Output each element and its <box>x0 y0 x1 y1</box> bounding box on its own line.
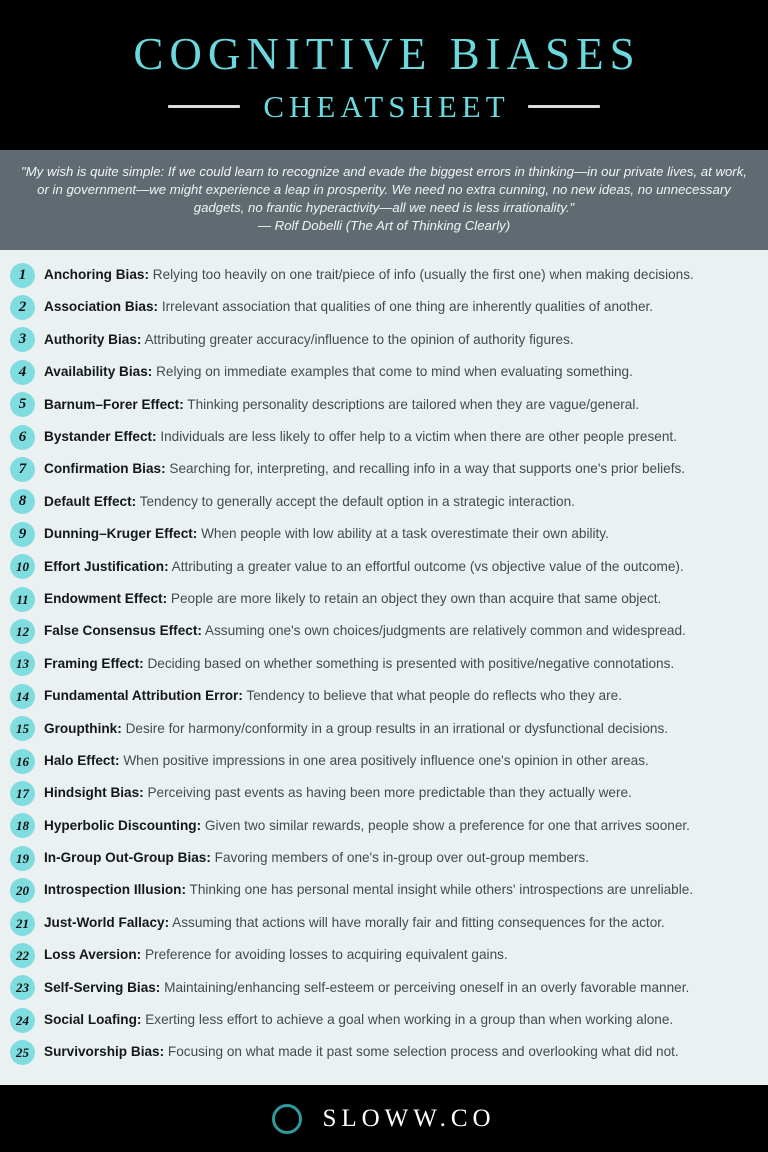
item-title: Authority Bias: <box>44 331 142 347</box>
item-description: Relying on immediate examples that come to mind when evaluating something. <box>156 364 633 380</box>
quote-band <box>0 150 768 250</box>
item-number-badge: 11 <box>10 587 35 612</box>
item-description: Thinking one has personal mental insight while others' introspections are unreliable. <box>189 882 694 898</box>
item-text <box>44 947 508 963</box>
quote-attribution: — Rolf Dobelli (The Art of Thinking Clearly) <box>257 218 511 234</box>
item-text <box>44 299 653 315</box>
item-text <box>44 332 574 348</box>
item-text <box>44 818 690 834</box>
list-item <box>10 615 760 647</box>
list-item <box>10 291 760 323</box>
page-title: COGNITIVE BIASES <box>133 29 641 79</box>
item-description: Preference for avoiding losses to acquiring equivalent gains. <box>144 947 508 963</box>
item-title: Default Effect: <box>44 493 137 509</box>
item-number-badge: 13 <box>10 651 35 676</box>
item-text <box>44 364 633 380</box>
list-item <box>10 712 760 744</box>
item-text <box>44 429 677 445</box>
list-item <box>10 648 760 680</box>
item-number-badge: 20 <box>10 878 35 903</box>
item-description: Irrelevant association that qualities of one thing are inherently qualities of another. <box>161 299 654 315</box>
list-item <box>10 583 760 615</box>
item-text <box>44 882 693 898</box>
item-title: Barnum–Forer Effect: <box>44 396 184 412</box>
list-item <box>10 939 760 971</box>
item-number-badge: 14 <box>10 684 35 709</box>
brand-name: SLOWW.CO <box>322 1105 496 1132</box>
item-title: Framing Effect: <box>44 655 144 671</box>
item-number-badge: 22 <box>10 943 35 968</box>
item-number-badge: 17 <box>10 781 35 806</box>
item-text <box>44 721 668 737</box>
item-number-badge: 15 <box>10 716 35 741</box>
list-item <box>10 259 760 291</box>
item-title: Survivorship Bias: <box>44 1044 165 1060</box>
item-title: Association Bias: <box>44 299 159 315</box>
item-title: Hindsight Bias: <box>44 785 144 801</box>
quote-text: "My wish is quite simple: If we could learn to recognize and evade the biggest errors in thinking—in our private lives, at work, or in government—we might experience a leap in prosperity. We need no extra cunning, no new ideas, no unnecessary gadgets, no frantic hyperactivity—all we need is less irrationality." <box>21 163 747 215</box>
item-text <box>44 494 575 510</box>
item-description: Attributing a greater value to an effortful outcome (vs objective value of the outcome). <box>171 558 684 574</box>
item-description: Given two similar rewards, people show a preference for one that arrives sooner. <box>204 817 690 833</box>
footer-banner <box>0 1085 768 1152</box>
list-item <box>10 745 760 777</box>
item-number-badge: 16 <box>10 749 35 774</box>
item-title: Introspection Illusion: <box>44 882 186 898</box>
bias-list <box>0 250 768 1085</box>
item-title: Halo Effect: <box>44 752 120 768</box>
circle-ring-icon <box>272 1104 302 1134</box>
item-description: Maintaining/enhancing self-esteem or perceiving oneself in an overly favorable manner. <box>164 979 690 995</box>
divider-rule-left <box>168 105 240 108</box>
item-description: Assuming one's own choices/judgments are relatively common and widespread. <box>204 623 686 639</box>
item-title: Confirmation Bias: <box>44 461 166 477</box>
item-title: Just-World Fallacy: <box>44 914 170 930</box>
item-number-badge: 1 <box>10 263 35 288</box>
item-title: Availability Bias: <box>44 364 153 380</box>
item-title: False Consensus Effect: <box>44 623 202 639</box>
item-text <box>44 785 632 801</box>
item-description: Searching for, interpreting, and recalling info in a way that supports one's prior beliefs. <box>169 461 686 477</box>
item-text <box>44 559 684 575</box>
list-item <box>10 874 760 906</box>
item-title: In-Group Out-Group Bias: <box>44 850 211 866</box>
list-item <box>10 453 760 485</box>
item-number-badge: 24 <box>10 1008 35 1033</box>
item-description: Focusing on what made it past some selection process and overlooking what did not. <box>167 1044 679 1060</box>
item-text <box>44 397 639 413</box>
item-description: Desire for harmony/conformity in a group results in an irrational or dysfunctional decisions. <box>125 720 669 736</box>
item-description: Exerting less effort to achieve a goal when working in a group than when working alone. <box>145 1012 674 1028</box>
item-number-badge: 6 <box>10 425 35 450</box>
item-number-badge: 5 <box>10 392 35 417</box>
item-text <box>44 1044 679 1060</box>
item-title: Effort Justification: <box>44 558 169 574</box>
list-item <box>10 842 760 874</box>
item-text <box>44 656 674 672</box>
item-description: Assuming that actions will have morally fair and fitting consequences for the actor. <box>172 914 665 930</box>
item-title: Self-Serving Bias: <box>44 979 161 995</box>
item-number-badge: 23 <box>10 975 35 1000</box>
item-number-badge: 2 <box>10 295 35 320</box>
item-title: Loss Aversion: <box>44 947 142 963</box>
list-item <box>10 421 760 453</box>
item-text <box>44 623 686 639</box>
list-item <box>10 356 760 388</box>
list-item <box>10 680 760 712</box>
item-description: Perceiving past events as having been more predictable than they actually were. <box>147 785 632 801</box>
item-number-badge: 25 <box>10 1040 35 1065</box>
item-description: Thinking personality descriptions are tailored when they are vague/general. <box>187 396 640 412</box>
item-title: Groupthink: <box>44 720 122 736</box>
item-text <box>44 915 665 931</box>
item-description: When positive impressions in one area positively influence one's opinion in other areas. <box>123 752 649 768</box>
item-title: Bystander Effect: <box>44 428 157 444</box>
list-item <box>10 777 760 809</box>
item-description: Deciding based on whether something is presented with positive/negative connotations. <box>147 655 675 671</box>
item-text <box>44 591 661 607</box>
item-number-badge: 3 <box>10 327 35 352</box>
item-number-badge: 8 <box>10 489 35 514</box>
item-number-badge: 21 <box>10 911 35 936</box>
item-number-badge: 7 <box>10 457 35 482</box>
item-text <box>44 850 589 866</box>
item-description: Tendency to believe that what people do reflects who they are. <box>246 688 622 704</box>
item-title: Anchoring Bias: <box>44 267 149 283</box>
item-description: When people with low ability at a task overestimate their own ability. <box>201 526 609 542</box>
item-text <box>44 267 694 283</box>
item-text <box>44 753 649 769</box>
list-item <box>10 972 760 1004</box>
subtitle-row <box>168 91 599 122</box>
item-title: Social Loafing: <box>44 1012 142 1028</box>
item-description: Favoring members of one's in-group over out-group members. <box>214 850 589 866</box>
item-title: Dunning–Kruger Effect: <box>44 526 198 542</box>
item-text <box>44 1012 673 1028</box>
item-number-badge: 12 <box>10 619 35 644</box>
item-title: Endowment Effect: <box>44 590 168 606</box>
list-item <box>10 389 760 421</box>
page-subtitle: CHEATSHEET <box>263 89 510 124</box>
list-item <box>10 810 760 842</box>
item-description: Individuals are less likely to offer help to a victim when there are other people present. <box>160 428 677 444</box>
item-description: Relying too heavily on one trait/piece of info (usually the first one) when making decisions. <box>152 267 694 283</box>
item-text <box>44 461 685 477</box>
item-description: Attributing greater accuracy/influence to the opinion of authority figures. <box>144 331 574 347</box>
item-text <box>44 526 609 542</box>
header-banner <box>0 0 768 150</box>
item-description: People are more likely to retain an object they own than acquire that same object. <box>170 590 662 606</box>
list-item <box>10 1004 760 1036</box>
item-number-badge: 4 <box>10 360 35 385</box>
item-number-badge: 18 <box>10 813 35 838</box>
item-number-badge: 19 <box>10 846 35 871</box>
list-item <box>10 551 760 583</box>
list-item <box>10 518 760 550</box>
item-title: Fundamental Attribution Error: <box>44 688 243 704</box>
item-text <box>44 688 622 704</box>
item-description: Tendency to generally accept the default option in a strategic interaction. <box>139 493 575 509</box>
divider-rule-right <box>528 105 600 108</box>
list-item <box>10 1036 760 1068</box>
list-item <box>10 324 760 356</box>
item-title: Hyperbolic Discounting: <box>44 817 202 833</box>
list-item <box>10 907 760 939</box>
item-number-badge: 9 <box>10 522 35 547</box>
item-number-badge: 10 <box>10 554 35 579</box>
list-item <box>10 486 760 518</box>
item-text <box>44 980 689 996</box>
